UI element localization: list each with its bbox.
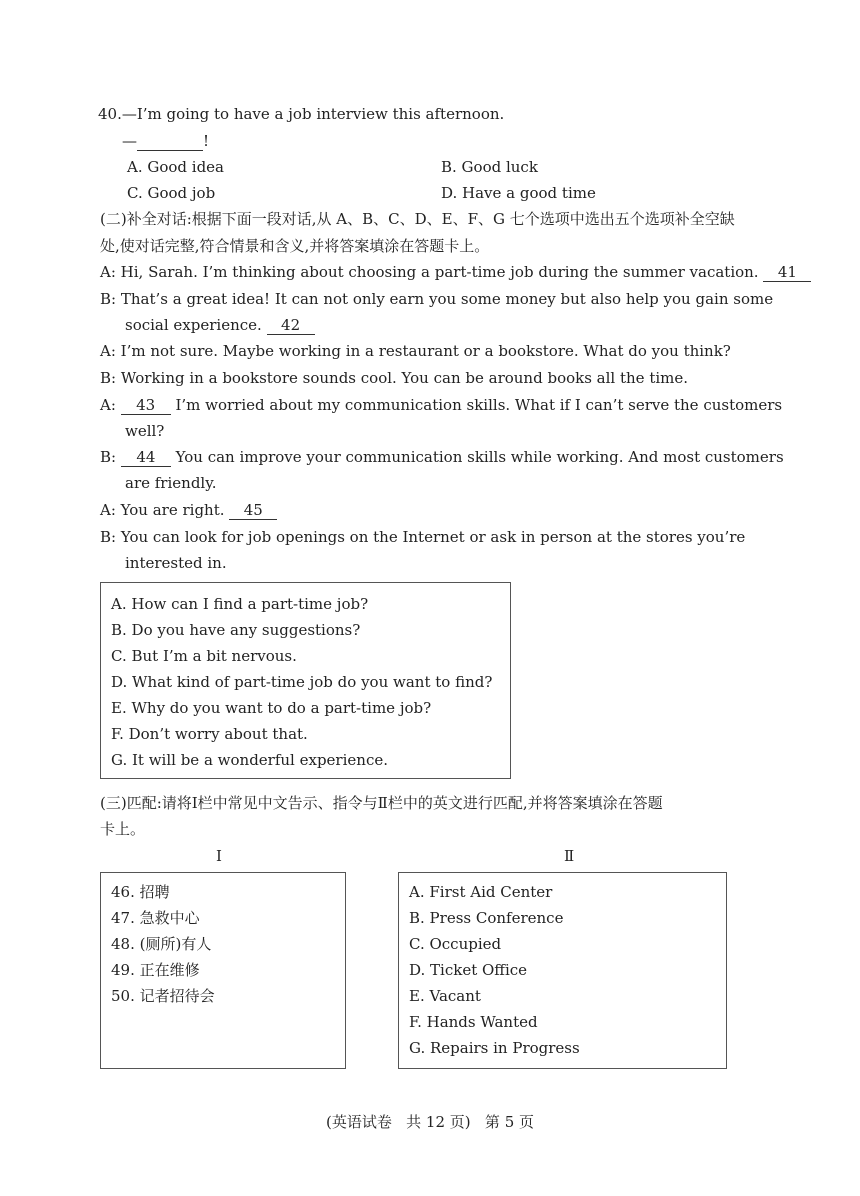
choice-b: B. Do you have any suggestions? xyxy=(111,621,361,639)
dialogue-line-2 xyxy=(100,289,773,309)
blank-45: 45 xyxy=(229,501,277,520)
dialogue-line-5 xyxy=(100,395,782,415)
choice-a: A. How can I find a part-time job? xyxy=(111,595,369,613)
speaker: B: xyxy=(100,528,117,546)
blank-43: 43 xyxy=(121,396,171,415)
dialogue-line-8-cont: interested in. xyxy=(125,554,227,572)
choice-e: E. Why do you want to do a part-time job? xyxy=(111,699,432,717)
match-option-f: F. Hands Wanted xyxy=(409,1013,538,1031)
prompt-text: —I’m going to have a job interview this afternoon. xyxy=(121,105,505,123)
match-option-g: G. Repairs in Progress xyxy=(409,1039,580,1057)
match-item-49: 49. 正在维修 xyxy=(111,961,200,979)
speaker: A: xyxy=(100,263,116,281)
option-c: C. Good job xyxy=(127,184,216,202)
dialogue-line-7 xyxy=(100,500,277,520)
speaker: A: xyxy=(100,342,116,360)
match-option-e: E. Vacant xyxy=(409,987,481,1005)
choice-c: C. But I’m a bit nervous. xyxy=(111,647,297,665)
blank-41: 41 xyxy=(763,263,811,282)
line-text: I’m worried about my communication skills. What if I can’t serve the customers xyxy=(175,396,783,414)
column-2-box xyxy=(398,872,727,1069)
dialogue-line-2-cont xyxy=(125,315,315,335)
blank-44: 44 xyxy=(121,448,171,467)
line-text: I’m not sure. Maybe working in a restaurant or a bookstore. What do you think? xyxy=(120,342,731,360)
match-item-48: 48. (厕所)有人 xyxy=(111,935,212,953)
dialogue-line-6 xyxy=(100,447,784,467)
section3-instructions-line2: 卡上。 xyxy=(100,820,146,838)
match-item-46: 46. 招聘 xyxy=(111,883,170,901)
speaker: A: xyxy=(100,501,116,519)
page-footer: (英语试卷 共 12 页) 第 5 页 xyxy=(325,1113,535,1131)
dialogue-line-3 xyxy=(100,341,731,361)
choices-box xyxy=(100,582,511,779)
dialogue-line-5-cont: well? xyxy=(125,422,165,440)
section2-instructions-line1: (二)补全对话:根据下面一段对话,从 A、B、C、D、E、F、G 七个选项中选出五个选项补全空缺 xyxy=(100,210,735,228)
line-text: You can look for job openings on the Internet or ask in person at the stores you’re xyxy=(120,528,746,546)
dialogue-line-6-cont: are friendly. xyxy=(125,474,217,492)
column-1-box xyxy=(100,872,346,1069)
dialogue-line-1 xyxy=(100,262,811,282)
speaker: B: xyxy=(100,369,117,387)
choice-f: F. Don’t worry about that. xyxy=(111,725,308,743)
blank-42: 42 xyxy=(267,316,315,335)
option-b: B. Good luck xyxy=(441,158,538,176)
match-item-50: 50. 记者招待会 xyxy=(111,987,215,1005)
question-number: 40. xyxy=(98,105,122,123)
option-d: D. Have a good time xyxy=(441,184,596,202)
section2-instructions-line2: 处,使对话完整,符合情景和含义,并将答案填涂在答题卡上。 xyxy=(100,237,490,255)
reply-end: ! xyxy=(203,132,210,150)
question-40-reply xyxy=(122,131,209,151)
line-text: Hi, Sarah. I’m thinking about choosing a part-time job during the summer vacation. xyxy=(120,263,759,281)
column-1-header: Ⅰ xyxy=(216,847,222,865)
match-item-47: 47. 急救中心 xyxy=(111,909,200,927)
match-option-b: B. Press Conference xyxy=(409,909,564,927)
speaker: B: xyxy=(100,448,117,466)
match-option-c: C. Occupied xyxy=(409,935,502,953)
line-text: You can improve your communication skills while working. And most customers xyxy=(175,448,784,466)
reply-dash: — xyxy=(122,132,137,150)
choice-d: D. What kind of part-time job do you want to find? xyxy=(111,673,493,691)
dialogue-line-8 xyxy=(100,527,745,547)
line-text: That’s a great idea! It can not only earn you some money but also help you gain some xyxy=(120,290,774,308)
line-text: social experience. xyxy=(125,316,262,334)
speaker: B: xyxy=(100,290,117,308)
column-2-header: Ⅱ xyxy=(564,847,575,865)
line-text: You are right. xyxy=(120,501,225,519)
speaker: A: xyxy=(100,396,116,414)
answer-blank xyxy=(137,132,203,151)
match-option-a: A. First Aid Center xyxy=(409,883,553,901)
choice-g: G. It will be a wonderful experience. xyxy=(111,751,388,769)
question-40-prompt xyxy=(98,104,504,124)
line-text: Working in a bookstore sounds cool. You can be around books all the time. xyxy=(120,369,689,387)
dialogue-line-4 xyxy=(100,368,688,388)
section3-instructions-line1: (三)匹配:请将Ⅰ栏中常见中文告示、指令与Ⅱ栏中的英文进行匹配,并将答案填涂在答题 xyxy=(100,794,663,812)
match-option-d: D. Ticket Office xyxy=(409,961,528,979)
option-a: A. Good idea xyxy=(127,158,225,176)
